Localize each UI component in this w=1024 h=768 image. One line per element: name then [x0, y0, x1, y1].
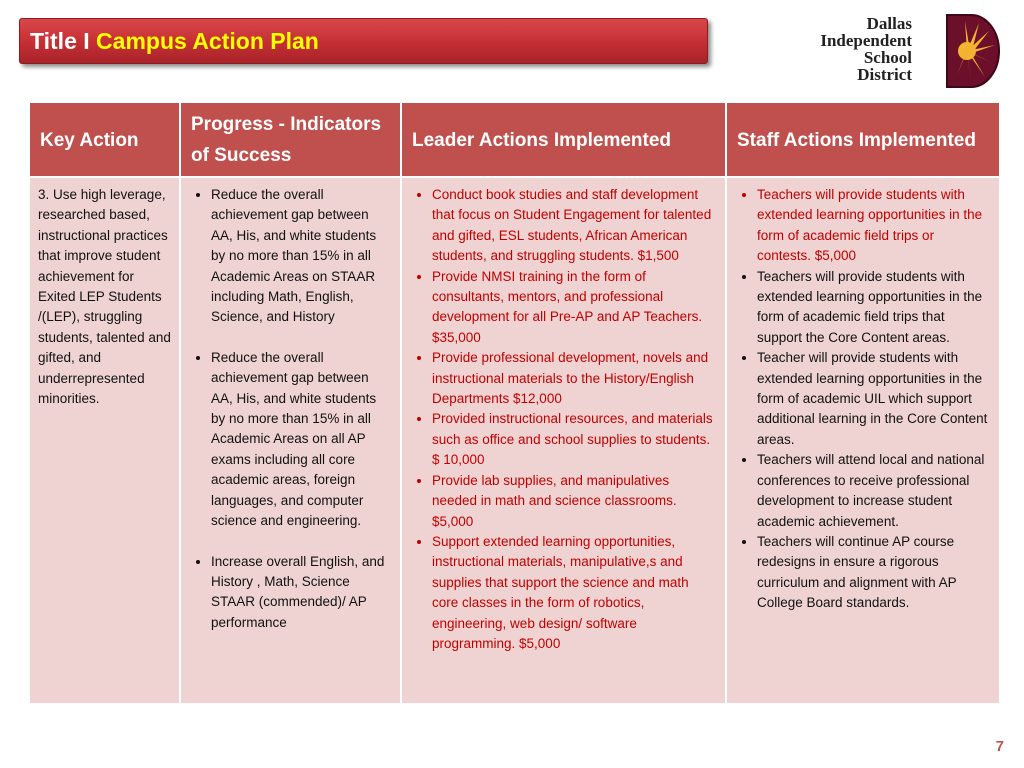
- header-key-action: Key Action: [29, 102, 180, 177]
- progress-cell: [180, 177, 401, 704]
- title-highlight: Campus Action Plan: [96, 28, 319, 54]
- list-item: • Conduct book studies and staff development that focus on Student Engagement for talented and gifted, ESL students, African American students, and struggling students. $1,500: [432, 185, 717, 267]
- list-item: • Support extended learning opportunities, instructional materials, manipulative,s and supplies that support the science and math core classes in the form of robotics, engineering, web design/ software programming. $5,000: [432, 532, 717, 654]
- list-item: • Teacher will provide students with extended learning opportunities in the form of academic UIL which support additional learning in the Core Content areas.: [757, 348, 991, 450]
- list-item: • Teachers will continue AP course redesigns in ensure a rigorous curriculum and alignment with AP College Board standards.: [757, 532, 991, 614]
- list-item: • Provide NMSI training in the form of consultants, mentors, and professional development for all Pre-AP and AP Teachers. $35,000: [432, 267, 717, 349]
- list-item: • Provided instructional resources, and materials such as office and school supplies to students. $ 10,000: [432, 409, 717, 470]
- page-title: [30, 28, 319, 55]
- sunburst-d-logo-icon: [945, 13, 1001, 89]
- header-staff-actions: Staff Actions Implemented: [726, 102, 1000, 177]
- header-leader-actions: Leader Actions Implemented: [401, 102, 726, 177]
- list-item: • Reduce the overall achievement gap between AA, His, and white students by no more than 15% in all Academic Areas on all AP exams including all core academic areas, foreign languages, and computer science and engineering.: [211, 348, 392, 532]
- table-row: [29, 177, 1000, 704]
- table-header-row: [29, 102, 1000, 177]
- key-action-cell: [29, 177, 180, 704]
- leader-actions-list: [410, 185, 717, 654]
- list-item: • Provide professional development, novels and instructional materials to the History/English Departments $12,000: [432, 348, 717, 409]
- logo-line-3: School: [863, 48, 912, 67]
- key-action-text: 3. Use high leverage, researched based, instructional practices that improve student achievement for Exited LEP Students /(LEP), struggling students, talented and gifted, and underrepresented minorities.: [38, 187, 171, 407]
- district-logo: [820, 13, 1000, 89]
- logo-line-4: District: [857, 65, 912, 84]
- title-banner: [19, 18, 708, 64]
- title-prefix: Title I: [30, 28, 90, 54]
- list-item: • Teachers will attend local and national conferences to receive professional development to increase student academic achievement.: [757, 450, 991, 532]
- logo-line-1: Dallas: [866, 14, 912, 33]
- list-item: • Provide lab supplies, and manipulatives needed in math and science classrooms. $5,000: [432, 471, 717, 532]
- list-item: • Teachers will provide students with extended learning opportunities in the form of academic field trips that support the Core Content areas.: [757, 267, 991, 349]
- header-progress: Progress - Indicators of Success: [180, 102, 401, 177]
- logo-text: [792, 15, 912, 83]
- staff-actions-cell: [726, 177, 1000, 704]
- progress-list: [189, 185, 392, 633]
- staff-actions-list: [735, 185, 991, 614]
- page-number: 7: [995, 738, 1004, 755]
- list-item: • Teachers will provide students with extended learning opportunities in the form of academic field trips or contests. $5,000: [757, 185, 991, 267]
- logo-line-2: Independent: [820, 31, 912, 50]
- list-item: • Reduce the overall achievement gap between AA, His, and white students by no more than 15% in all Academic Areas on STAAR including Math, English, Science, and History: [211, 185, 392, 328]
- leader-actions-cell: [401, 177, 726, 704]
- list-item: • Increase overall English, and History , Math, Science STAAR (commended)/ AP performance: [211, 552, 392, 634]
- action-plan-table: [28, 101, 1001, 705]
